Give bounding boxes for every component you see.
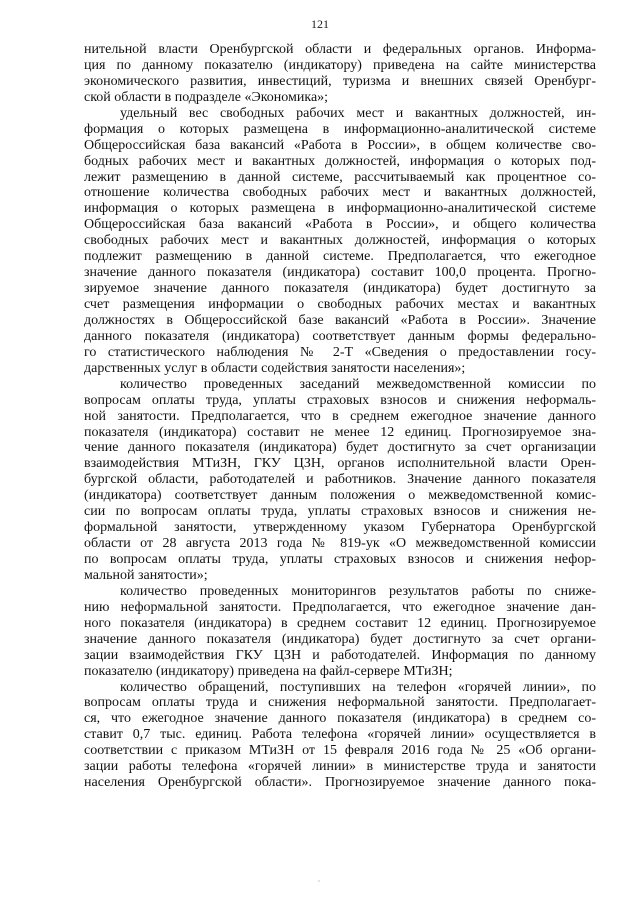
text-line: формация о которых размещена в информационно-аналитической системе <box>84 121 596 137</box>
text-line: зации взаимодействия ГКУ ЦЗН и работодателей. Информация по данному <box>84 647 596 663</box>
text-line: дарственных услуг в области содействия занятости населения»; <box>84 360 466 376</box>
paragraph-first-line: количество обращений, поступивших на телефон «горячей линии», по <box>120 679 596 695</box>
text-line: мальной занятости»; <box>84 567 208 583</box>
text-line: свободных рабочих мест и вакантных должностей, информация о которых <box>84 233 596 249</box>
text-line: ного показателя (индикатора) в среднем составит 12 единиц. Прогнозируемое <box>84 615 596 631</box>
text-line: взаимодействия МТиЗН, ГКУ ЦЗН, органов исполнительной власти Орен- <box>84 456 596 472</box>
text-line: (индикатора) соответствует данным положения о межведомственной комис- <box>84 488 596 504</box>
text-line: подлежит размещению в данной системе. Предполагается, что ежегодное <box>84 249 596 265</box>
text-line: экономического развития, инвестиций, туризма и внешних связей Оренбург- <box>84 73 596 89</box>
text-line: формальной занятости, утвержденному указом Губернатора Оренбургской <box>84 520 596 536</box>
text-line: зируемое значение данного показателя (индикатора) будет достигнуто за <box>84 281 596 297</box>
text-line: населения Оренбургской области». Прогнозируемое значение данного пока- <box>84 775 596 791</box>
paragraph-first-line: количество проведенных мониторингов результатов работы по сниже- <box>120 583 596 599</box>
text-line: показателя (индикатора) составит не менее 12 единиц. Прогнозируемое зна- <box>84 424 596 440</box>
text-line: бургской области, работодателей и работников. Значение данного показателя <box>84 472 596 488</box>
body-text <box>84 42 596 791</box>
text-line: нию неформальной занятости. Предполагается, что ежегодное значение дан- <box>84 599 596 615</box>
text-line: го статистического наблюдения № 2-Т «Сведения о предоставлении госу- <box>84 344 596 360</box>
text-line: нительной власти Оренбургской области и федеральных органов. Информа- <box>84 42 596 57</box>
text-line: значение данного показателя (индикатора) будет достигнуто за счет органи- <box>84 631 596 647</box>
text-line: области от 28 августа 2013 года № 819-ук «О межведомственной комиссии <box>84 536 596 552</box>
text-line: вопросам оплаты труда и снижения неформальной занятости. Предполагает- <box>84 695 596 711</box>
text-line: зации работы телефона «горячей линии» в министерстве труда и занятости <box>84 759 596 775</box>
text-line: ся, что ежегодное значение данного показателя (индикатора) в среднем со- <box>84 711 596 727</box>
text-line: ставит 0,7 тыс. единиц. Работа телефона «горячей линии» осуществляется в <box>84 727 596 743</box>
text-line: отношение количества свободных рабочих мест и вакантных должностей, <box>84 185 596 201</box>
scan-artifact <box>318 880 320 882</box>
text-line: вопросам оплаты труда, уплаты страховых взносов и снижения неформаль- <box>84 392 596 408</box>
text-line: информация о которых размещена в информационно-аналитической системе <box>84 201 596 217</box>
text-line: ция по данному показателю (индикатору) приведена на сайте министерства <box>84 57 596 73</box>
text-line: показателю (индикатору) приведена на файл-сервере МТиЗН; <box>84 663 453 679</box>
text-line: ской области в подразделе «Экономика»; <box>84 89 329 105</box>
text-line: лежит размещению в данной системе, рассчитываемый как процентное со- <box>84 169 596 185</box>
text-line: чение данного показателя (индикатора) будет достигнуто за счет организации <box>84 440 596 456</box>
text-line: Общероссийская база вакансий «Работа в России», и общего количества <box>84 217 596 233</box>
text-line: сии по вопросам оплаты труда, уплаты страховых взносов и снижения не- <box>84 504 596 520</box>
text-line: данного показателя (индикатора) соответствует данным формы федерально- <box>84 328 596 344</box>
text-line: бодных рабочих мест и вакантных должностей, информация о которых под- <box>84 153 596 169</box>
text-line: ной занятости. Предполагается, что в среднем ежегодное значение данного <box>84 408 596 424</box>
text-line: счет размещения информации о свободных рабочих местах и вакантных <box>84 297 596 312</box>
text-line: должностях в Общероссийской базе вакансий «Работа в России». Значение <box>84 312 596 328</box>
text-line: по вопросам оплаты труда, уплаты страховых взносов и снижения нефор- <box>84 552 596 567</box>
paragraph-first-line: количество проведенных заседаний межведомственной комиссии по <box>120 376 596 392</box>
text-line: Общероссийская база вакансий «Работа в России», в общем количестве сво- <box>84 137 596 153</box>
page-number: 121 <box>311 17 329 31</box>
paragraph-first-line: удельный вес свободных рабочих мест и вакантных должностей, ин- <box>120 105 596 121</box>
text-line: соответствии с приказом МТиЗН от 15 февраля 2016 года № 25 «Об органи- <box>84 743 596 759</box>
text-line: значение данного показателя (индикатора) составит 100,0 процента. Прогно- <box>84 265 596 281</box>
